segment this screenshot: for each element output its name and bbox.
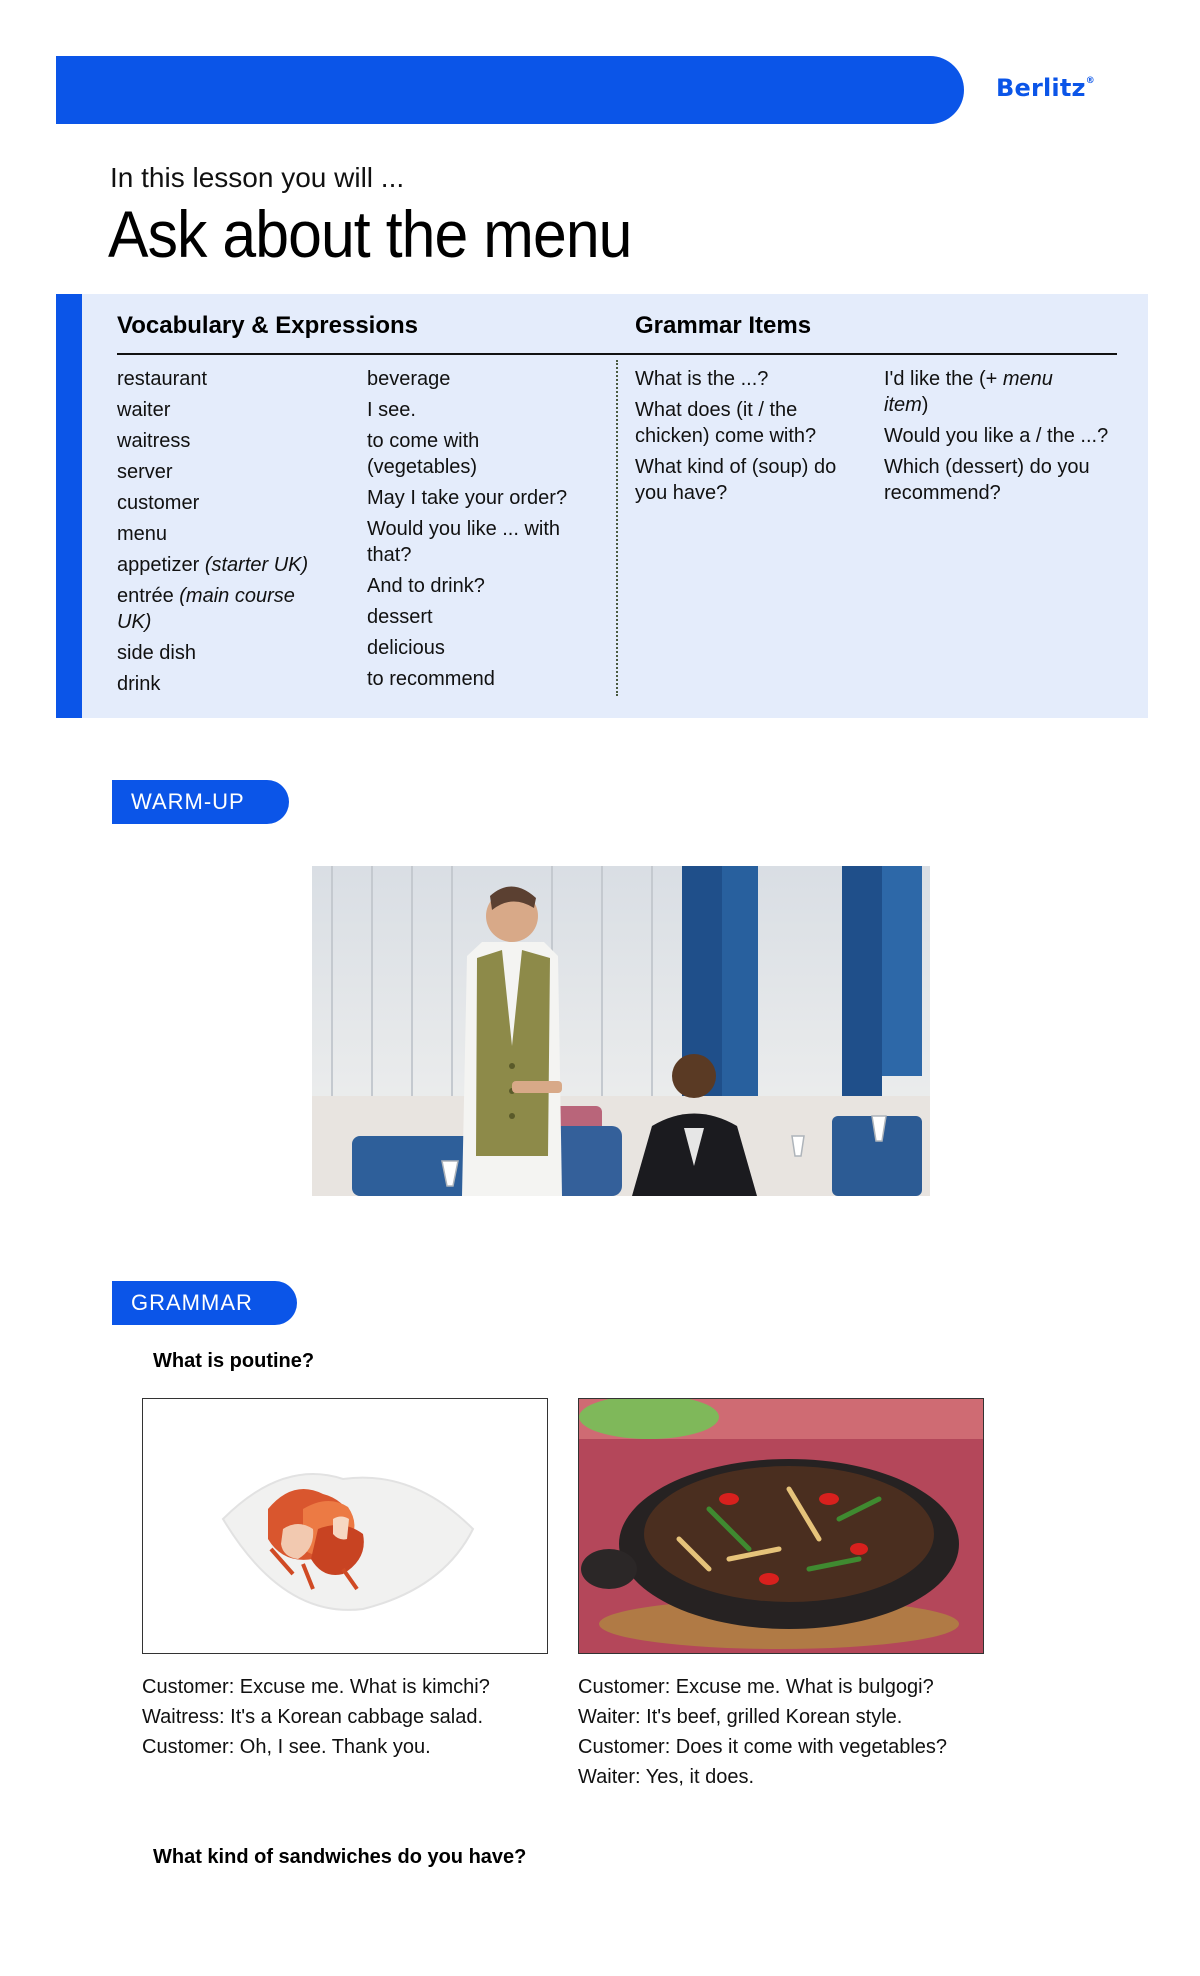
- dialog-line: Waiter: Yes, it does.: [578, 1766, 755, 1788]
- header-banner: [56, 56, 964, 124]
- grammar-item: What kind of (soup) do you have?: [635, 456, 837, 504]
- lesson-intro: In this lesson you will ...: [110, 162, 405, 193]
- vocab-column-2: [367, 366, 599, 697]
- dialog-line: Customer: Excuse me. What is bulgogi?: [578, 1676, 934, 1698]
- vocab-item: I see.: [367, 399, 416, 421]
- vocab-item: appetizer (starter UK): [117, 554, 309, 576]
- vocab-item: server: [117, 461, 173, 483]
- dialog-line: Customer: Oh, I see. Thank you.: [142, 1736, 431, 1758]
- vocab-item: side dish: [117, 642, 196, 664]
- vocab-column-1: [117, 366, 357, 702]
- question-heading-2: What kind of sandwiches do you have?: [153, 1846, 527, 1868]
- grammar-items-heading: Grammar Items: [635, 312, 812, 339]
- vocab-item: beverage: [367, 368, 451, 390]
- vocab-item: Would you like ... with that?: [367, 518, 561, 566]
- column-divider: [616, 360, 618, 696]
- bulgogi-dialog: [578, 1672, 947, 1792]
- grammar-column-2: [884, 366, 1120, 511]
- grammar-item: What does (it / the chicken) come with?: [635, 399, 817, 447]
- grammar-item: Which (dessert) do you recommend?: [884, 456, 1090, 504]
- grammar-section-tab: GRAMMAR: [112, 1281, 297, 1325]
- vocab-item: waitress: [117, 430, 191, 452]
- restaurant-photo: [312, 866, 930, 1196]
- berlitz-logo: Berlitz®: [996, 74, 1095, 102]
- lesson-title: Ask about the menu: [108, 197, 632, 271]
- panel-accent-bar: [56, 294, 82, 718]
- vocab-item: customer: [117, 492, 200, 514]
- vocab-item: menu: [117, 523, 168, 545]
- dialog-line: Customer: Does it come with vegetables?: [578, 1736, 948, 1758]
- vocab-item: dessert: [367, 606, 433, 628]
- dialog-line: Customer: Excuse me. What is kimchi?: [142, 1676, 490, 1698]
- vocab-item: May I take your order?: [367, 487, 568, 509]
- kimchi-photo: [142, 1398, 548, 1654]
- vocabulary-panel: [56, 294, 1148, 718]
- warmup-section-tab: WARM-UP: [112, 780, 289, 824]
- grammar-item: Would you like a / the ...?: [884, 425, 1109, 447]
- dialog-line: Waitress: It's a Korean cabbage salad.: [142, 1706, 484, 1728]
- grammar-column-1: [635, 366, 867, 511]
- question-heading-1: What is poutine?: [153, 1350, 315, 1372]
- grammar-item: What is the ...?: [635, 368, 769, 390]
- vocab-item: to recommend: [367, 668, 495, 690]
- vocabulary-heading: Vocabulary & Expressions: [117, 312, 419, 339]
- dialog-line: Waiter: It's beef, grilled Korean style.: [578, 1706, 903, 1728]
- kimchi-dialog: [142, 1672, 490, 1762]
- vocab-item: drink: [117, 673, 161, 695]
- vocab-item: waiter: [117, 399, 171, 421]
- vocab-item: to come with (vegetables): [367, 430, 480, 478]
- heading-divider: [117, 353, 1117, 355]
- vocab-item: restaurant: [117, 368, 208, 390]
- grammar-item: I'd like the (+ menu item): [884, 368, 1053, 416]
- bulgogi-photo: [578, 1398, 984, 1654]
- vocab-item: delicious: [367, 637, 445, 659]
- vocab-item: And to drink?: [367, 575, 485, 597]
- vocab-item: entrée (main course UK): [117, 585, 295, 633]
